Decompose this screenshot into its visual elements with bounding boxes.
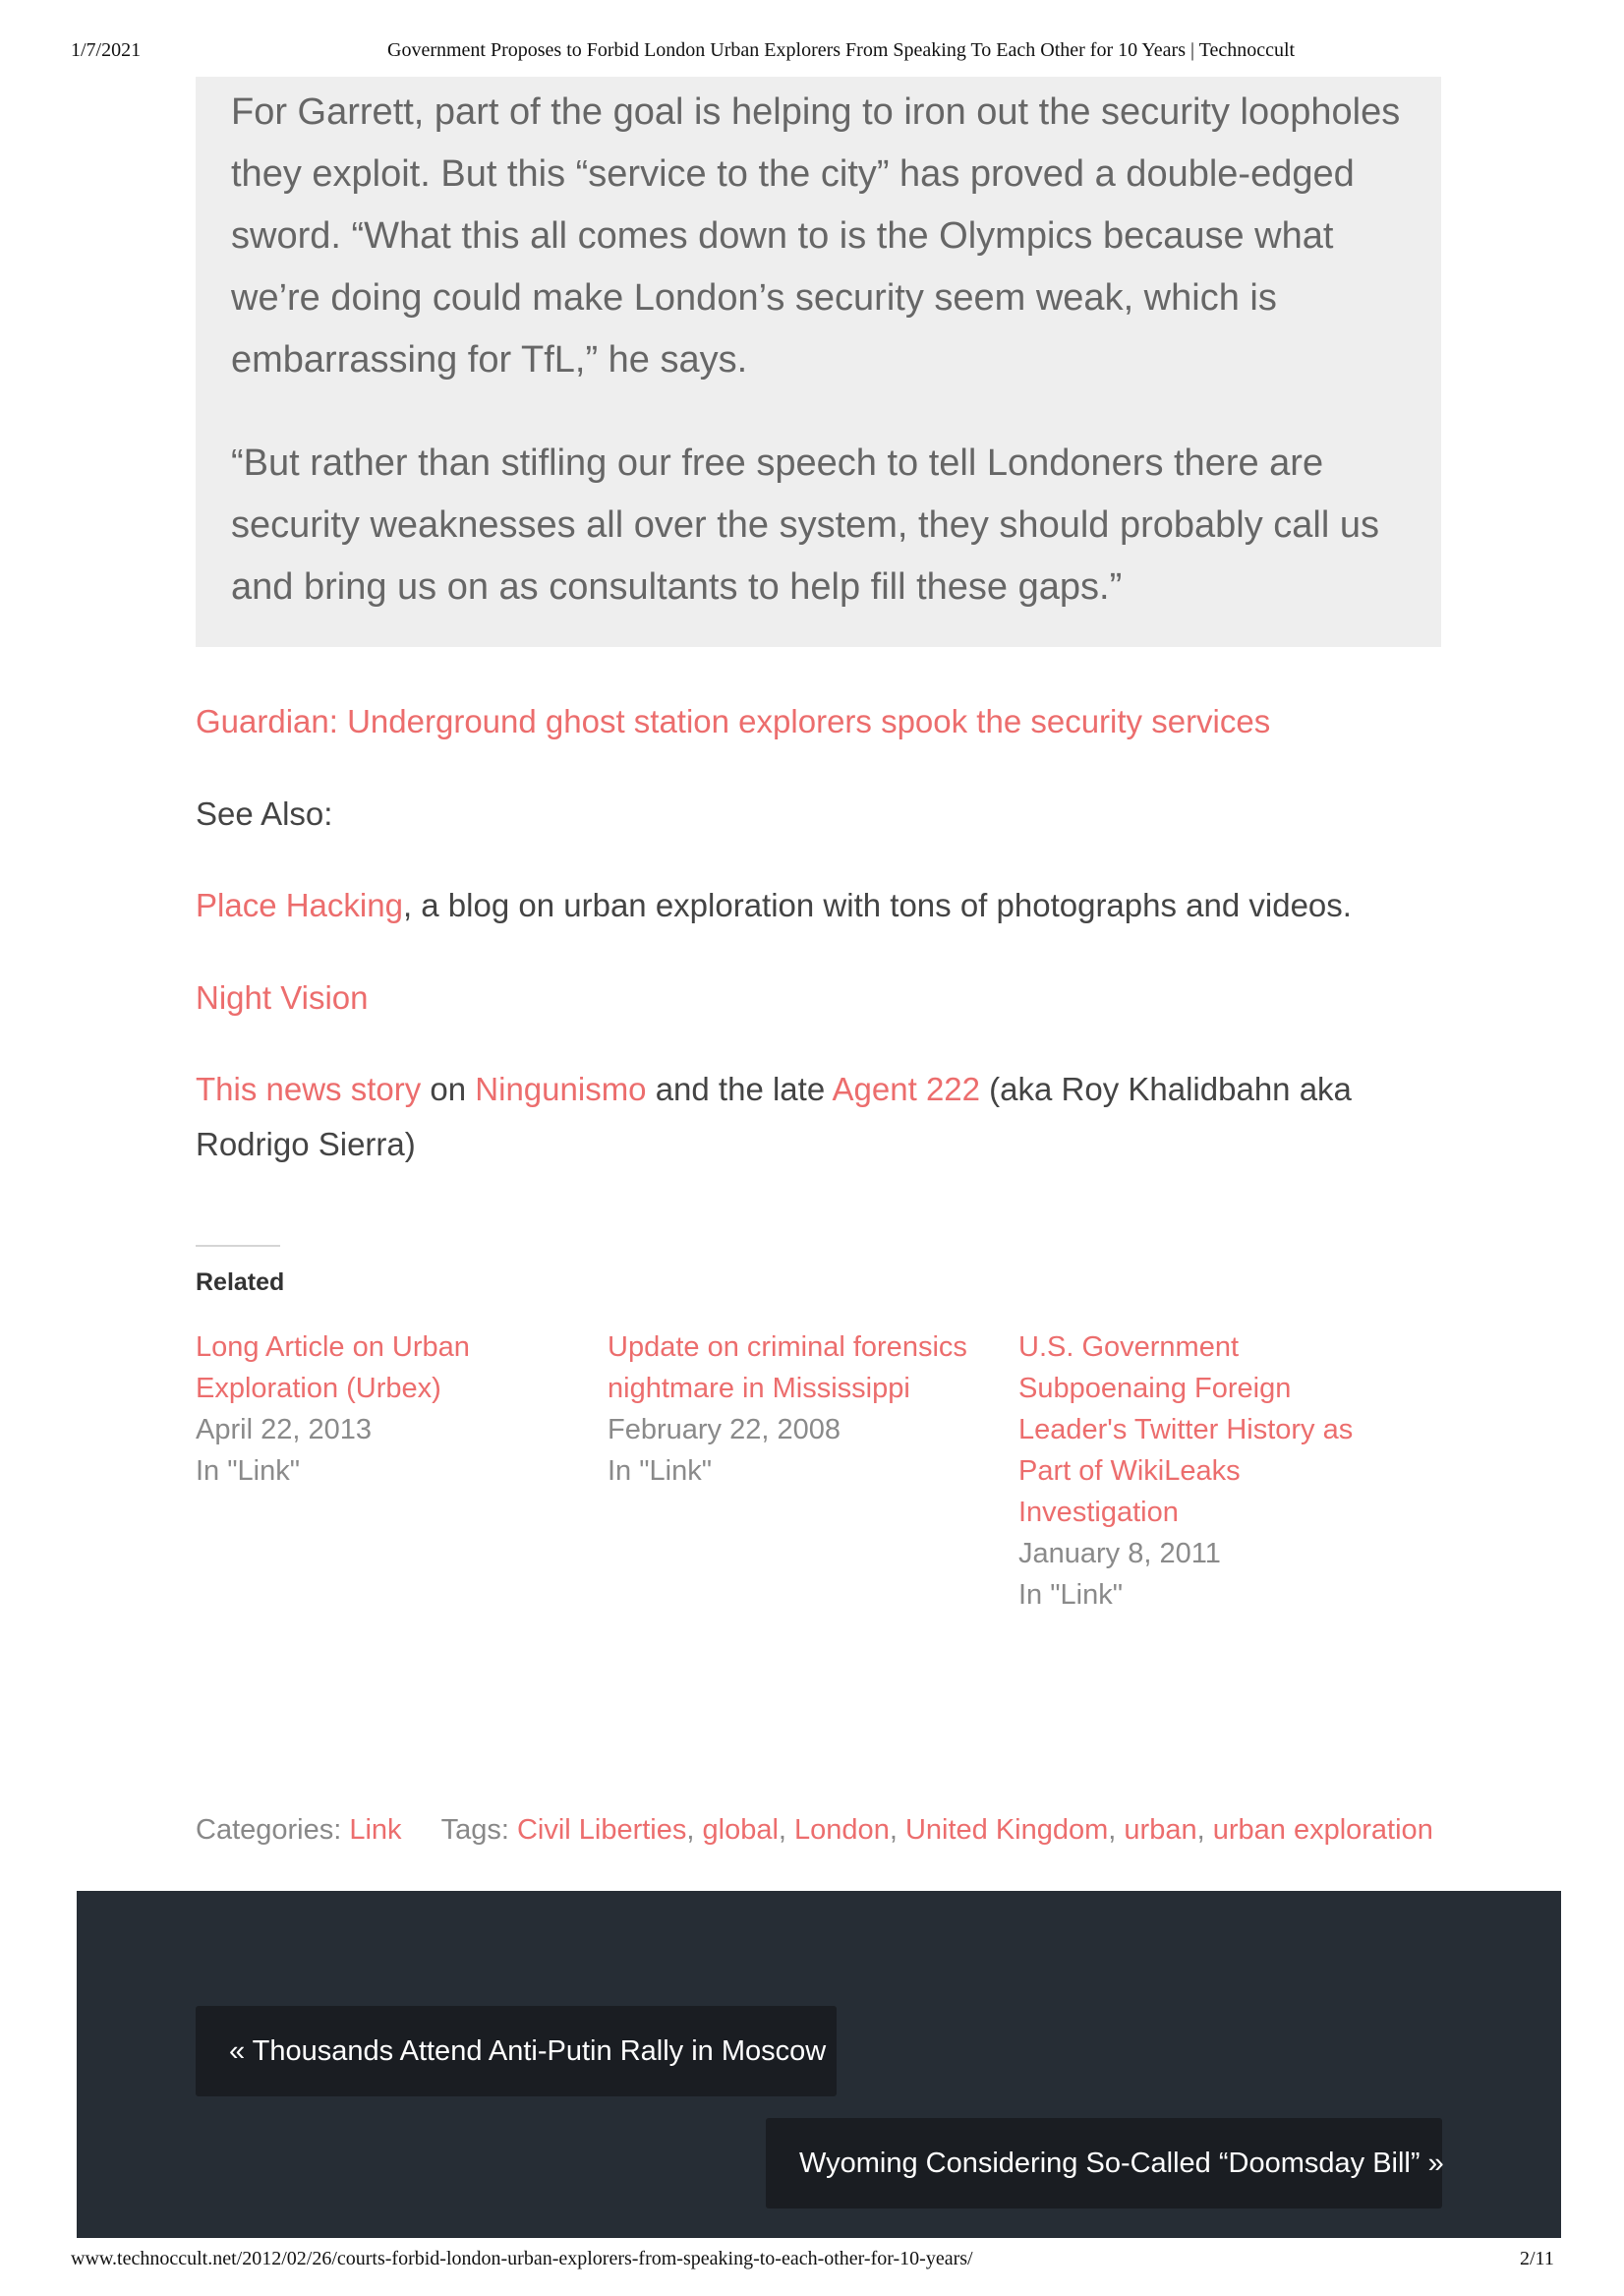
post-meta: Categories: Link Tags: Civil Liberties, global, London, United Kingdom, urban, urban exploration <box>196 1814 1433 1846</box>
related-item <box>196 1326 569 1492</box>
ningunismo-link[interactable]: Ningunismo <box>475 1071 647 1107</box>
related-divider <box>196 1245 280 1247</box>
related-item-date: February 22, 2008 <box>608 1414 841 1445</box>
tag-link[interactable]: urban <box>1124 1814 1197 1846</box>
place-hacking-paragraph <box>196 878 1464 933</box>
related-item-title[interactable]: U.S. Government Subpoenaing Foreign Leader's Twitter History as Part of WikiLeaks Investigation <box>1018 1331 1354 1528</box>
related-item-category: In "Link" <box>1018 1579 1124 1611</box>
tag-link[interactable]: global <box>702 1814 779 1846</box>
tags-label: Tags: <box>440 1814 517 1846</box>
related-item <box>1018 1326 1382 1616</box>
night-vision-link[interactable]: Night Vision <box>196 979 369 1016</box>
category-link[interactable]: Link <box>349 1814 402 1846</box>
print-page-number: 2/11 <box>1520 2248 1554 2269</box>
agent-222-link[interactable]: Agent 222 <box>832 1071 980 1107</box>
related-heading: Related <box>196 1268 285 1296</box>
related-item-date: January 8, 2011 <box>1018 1538 1221 1569</box>
blockquote <box>196 77 1441 647</box>
place-hacking-text: , a blog on urban exploration with tons of photographs and videos. <box>402 887 1352 923</box>
post-navigation <box>77 1891 1561 2238</box>
related-item-date: April 22, 2013 <box>196 1414 372 1445</box>
next-post-button[interactable]: Wyoming Considering So-Called “Doomsday Bill” » <box>766 2118 1442 2208</box>
print-date: 1/7/2021 <box>71 39 142 61</box>
guardian-link[interactable]: Guardian: Underground ghost station explorers spook the security services <box>196 703 1271 739</box>
news-story-text-3: (aka Roy Khalidbahn aka Rodrigo Sierra) <box>196 1071 1352 1162</box>
previous-post-button[interactable]: « Thousands Attend Anti-Putin Rally in Moscow <box>196 2006 837 2096</box>
news-story-paragraph <box>196 1062 1375 1172</box>
news-story-text-2: and the late <box>646 1071 833 1107</box>
categories-label: Categories: <box>196 1814 350 1846</box>
tag-link[interactable]: London <box>794 1814 890 1846</box>
print-url: www.technoccult.net/2012/02/26/courts-forbid-london-urban-explorers-from-speaking-to-each-other-for-10-years/ <box>71 2248 973 2269</box>
tag-link[interactable]: Civil Liberties <box>516 1814 687 1846</box>
guardian-paragraph <box>196 694 1464 749</box>
tag-link[interactable]: United Kingdom <box>904 1814 1109 1846</box>
night-vision-paragraph <box>196 971 1464 1026</box>
related-item-title[interactable]: Update on criminal forensics nightmare in Mississippi <box>608 1331 967 1404</box>
related-item-title[interactable]: Long Article on Urban Exploration (Urbex) <box>196 1331 470 1404</box>
news-story-text-1: on <box>421 1071 476 1107</box>
tag-link[interactable]: urban exploration <box>1212 1814 1433 1846</box>
print-title: Government Proposes to Forbid London Urban Explorers From Speaking To Each Other for 10 Years | Technoccult <box>387 39 1296 61</box>
quote-paragraph-1: For Garrett, part of the goal is helping to iron out the security loopholes they exploit. But this “service to the city” has proved a double-edged sword. “What this all comes down to is the Olympics because what we’re doing could make London’s security seem weak, which is embarrassing for TfL,” he says. <box>231 91 1401 381</box>
related-item-category: In "Link" <box>608 1455 713 1487</box>
related-item-category: In "Link" <box>196 1455 301 1487</box>
place-hacking-link[interactable]: Place Hacking <box>196 887 403 923</box>
see-also-label: See Also: <box>196 795 333 832</box>
news-story-link[interactable]: This news story <box>196 1071 422 1107</box>
quote-paragraph-2: “But rather than stifling our free speech to tell Londoners there are security weaknesses all over the system, they should probably call us and bring us on as consultants to help fill these gaps.” <box>231 442 1379 608</box>
related-item <box>608 1326 981 1492</box>
